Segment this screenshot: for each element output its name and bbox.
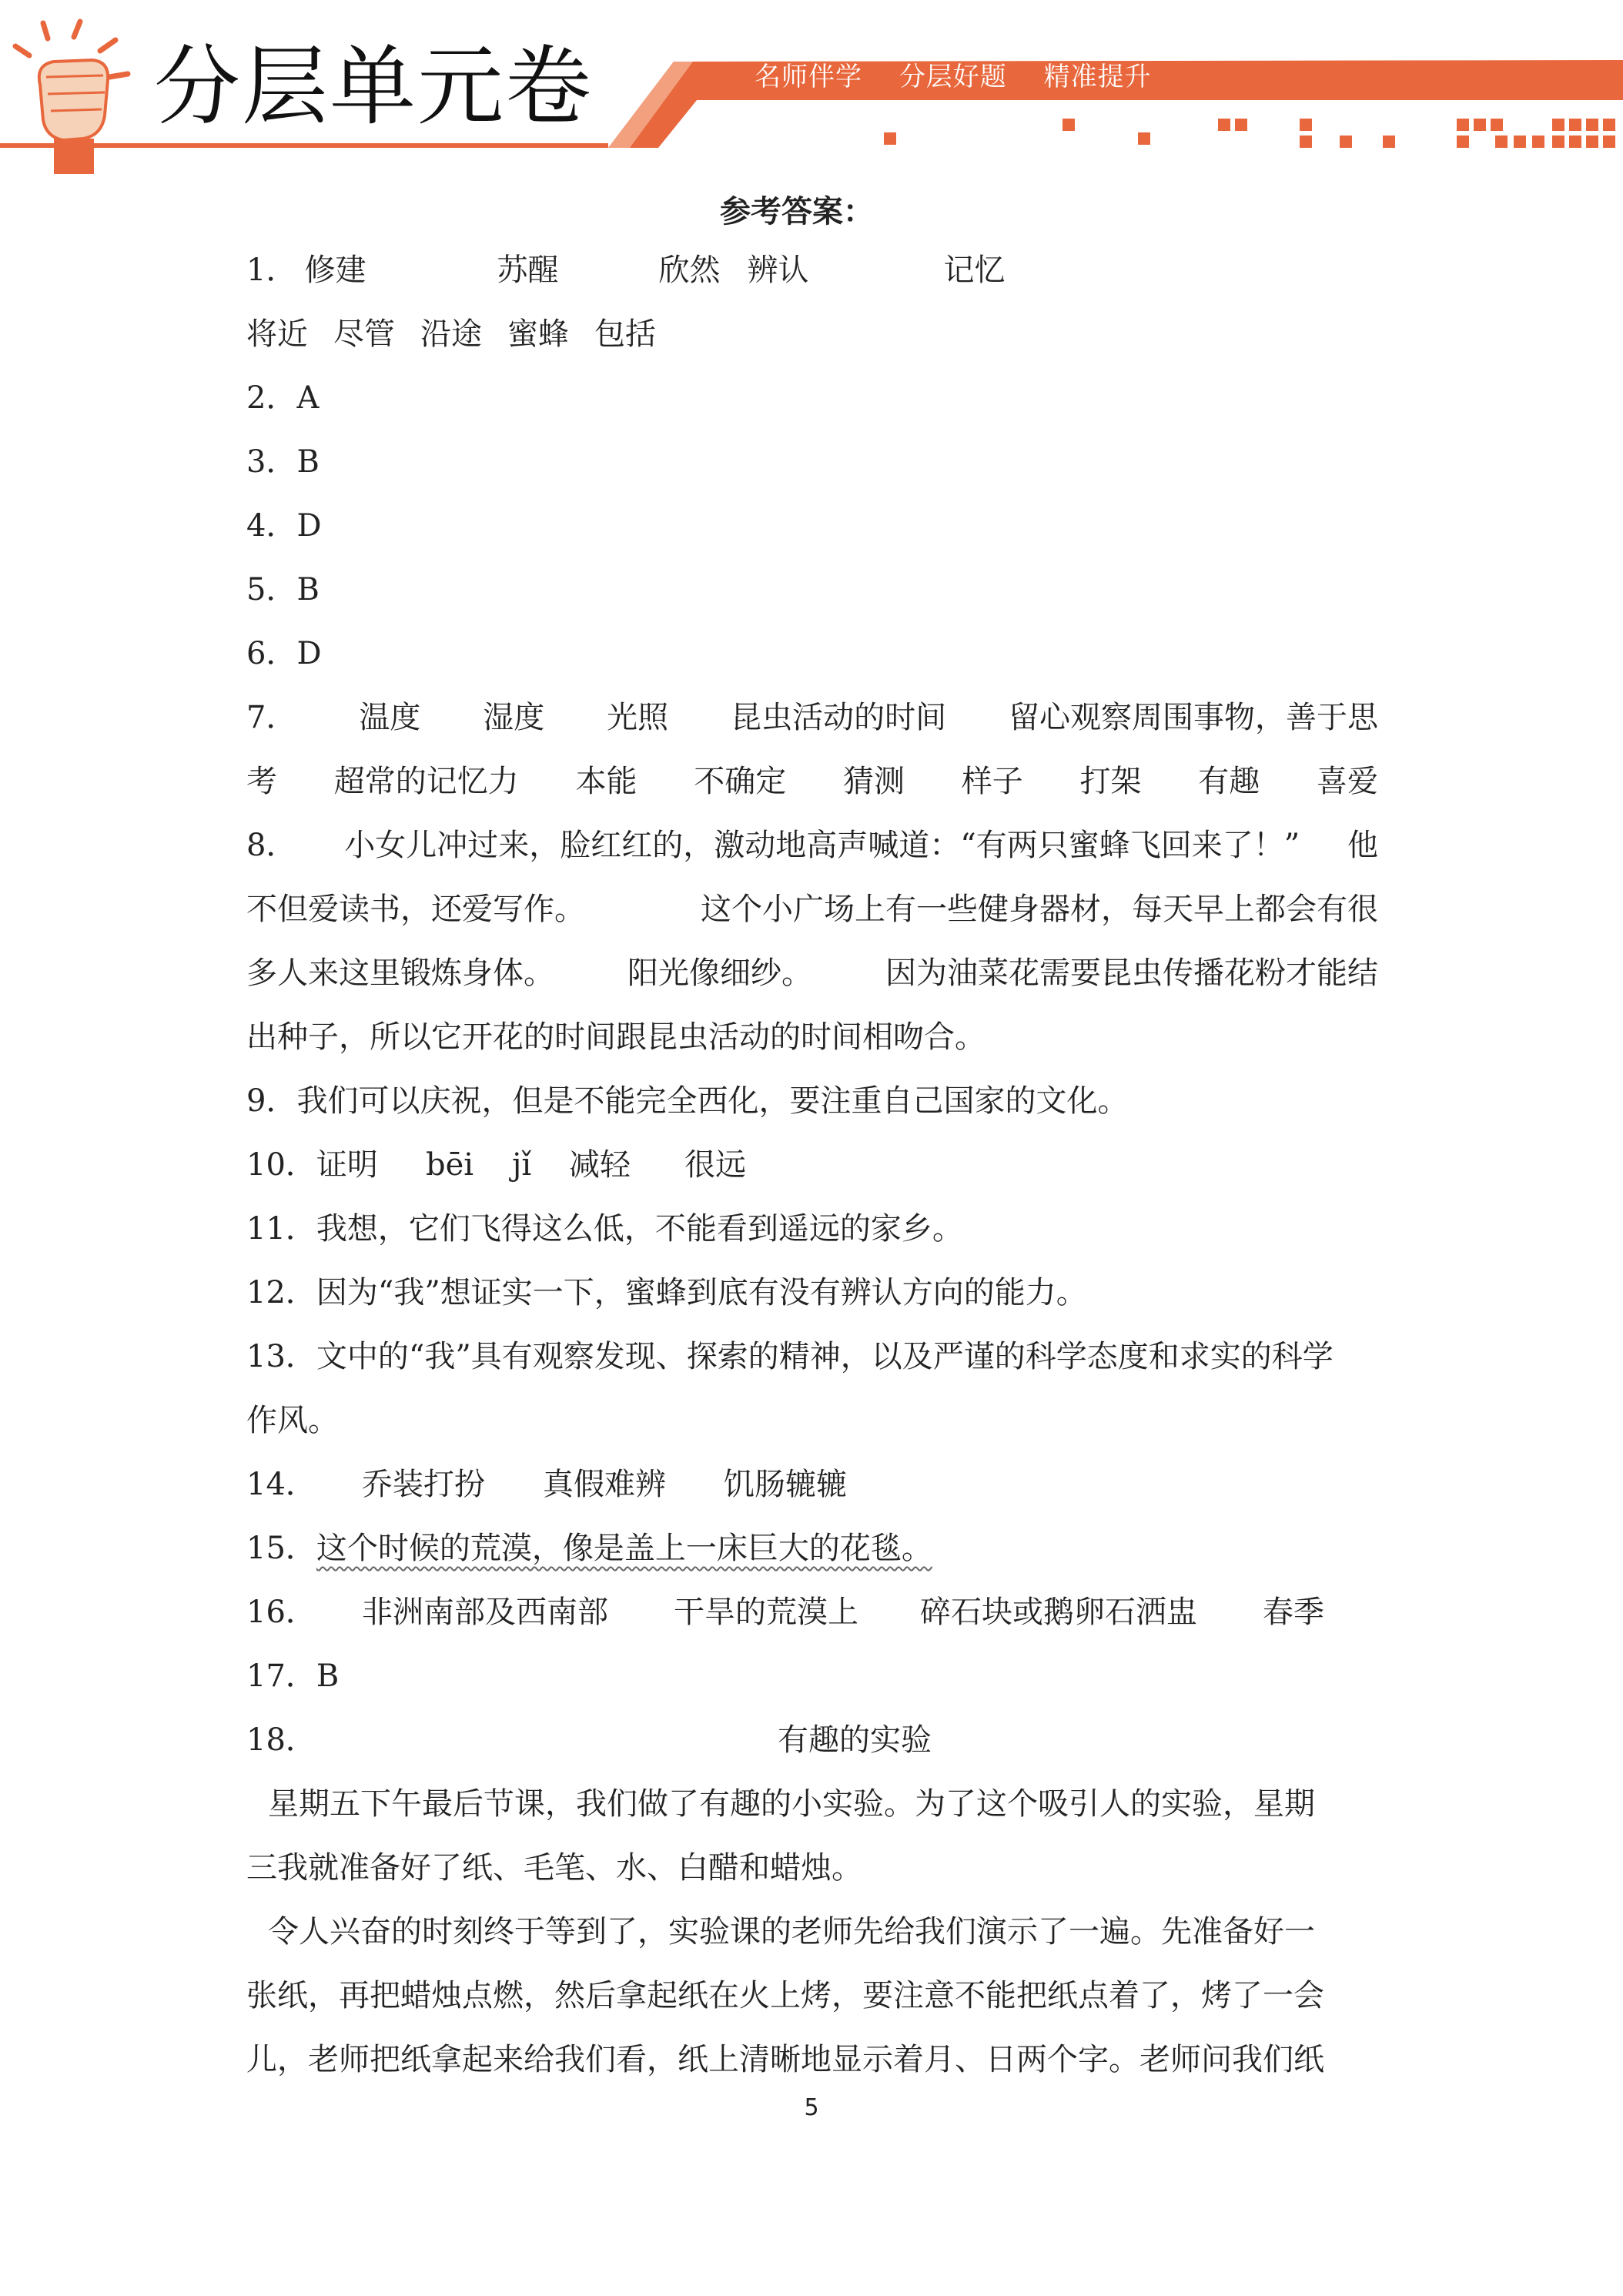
brand-title: 分层单元卷 [154, 37, 593, 137]
answer-word: 考 [246, 764, 277, 799]
answer-number: 15． [246, 1531, 316, 1566]
essay-line: 令人兴奋的时刻终于等到了，实验课的老师先给我们演示了一遍。先准备好一 [268, 1914, 1315, 1950]
answer-sentence: 这个小广场上有一些健身器材，每天早上都会有很 [701, 892, 1378, 927]
answer-line-5: 4．D [246, 508, 322, 544]
answer-word: 真假难辨 [543, 1467, 666, 1502]
answer-number: 7． [246, 700, 297, 735]
answer-line-8 [246, 686, 1378, 750]
underlined-sentence: 这个时候的荒漠，像是盖上一床巨大的花毯。 [316, 1531, 932, 1566]
answer-sentence: 小女儿冲过来，脸红红的，激动地高声喊道：“有两只蜜蜂飞回来了！” [344, 828, 1300, 863]
answer-word: 饥肠辘辘 [724, 1467, 847, 1502]
essay-line: 星期五下午最后节课，我们做了有趣的小实验。为了这个吸引人的实验，星期 [268, 1786, 1315, 1822]
answer-line-21 [246, 1517, 1378, 1581]
answer-line-3: 2．A [246, 380, 320, 416]
answer-word: 10．证明 [246, 1147, 378, 1183]
answer-line-24 [246, 1709, 1378, 1772]
answer-word: 留心观察周围事物，善于思 [1008, 700, 1378, 735]
answer-sentence: 他 [1347, 828, 1378, 863]
answer-word: 苏醒 [497, 253, 559, 288]
answer-number: 16． [246, 1595, 316, 1630]
answer-line-13: 出种子，所以它开花的时间跟昆虫活动的时间相吻合。 [246, 1019, 986, 1055]
answer-word: 碎石块或鹅卵石洒盅 [920, 1595, 1197, 1630]
answer-line-22 [246, 1581, 1378, 1645]
answer-word: 春季 [1263, 1595, 1324, 1630]
answer-number: 8． [246, 828, 297, 863]
answer-line-17: 12．因为“我”想证实一下，蜜蜂到底有没有辨认方向的能力。 [246, 1275, 1087, 1310]
answer-word: 乔装打扮 [362, 1467, 485, 1502]
answer-line-18: 13．文中的“我”具有观察发现、探索的精神，以及严谨的科学态度和求实的科学 [246, 1339, 1334, 1374]
answer-word: 超常的记忆力 [333, 764, 519, 799]
answer-number: 1． [246, 253, 297, 288]
fist-icon [0, 0, 154, 177]
answer-line-15 [246, 1133, 1378, 1197]
essay-line: 儿，老师把纸拿起来给我们看，纸上清晰地显示着月、日两个字。老师问我们纸 [246, 2042, 1324, 2077]
answer-word: 修建 [304, 253, 366, 288]
answer-word: 辨认 [747, 253, 809, 288]
essay-title: 有趣的实验 [778, 1722, 932, 1758]
slogan-item: 分层好题 [899, 62, 1007, 92]
answer-line-10 [246, 814, 1378, 878]
answer-line-20 [246, 1453, 1378, 1517]
answer-line-14: 9．我们可以庆祝，但是不能完全西化，要注重自己国家的文化。 [246, 1083, 1129, 1119]
answer-line-11 [246, 878, 1378, 942]
answer-word: 喜爱 [1317, 764, 1378, 799]
answer-word: 猜测 [843, 764, 905, 799]
answer-line-23: 17．B [246, 1658, 340, 1694]
answer-sentence: 因为油菜花需要昆虫传播花粉才能结 [885, 956, 1378, 991]
answer-word: 尽管 [333, 316, 395, 352]
answer-word: 样子 [961, 764, 1023, 799]
answer-sentence: 不但爱读书，还爱写作。 [246, 892, 585, 927]
answer-line-6: 5．B [246, 572, 320, 607]
answer-word: 本能 [575, 764, 637, 799]
answer-number: 14． [246, 1467, 316, 1502]
answer-line-16: 11．我想，它们飞得这么低，不能看到遥远的家乡。 [246, 1211, 963, 1247]
answer-word: 包括 [594, 316, 656, 352]
essay-line: 三我就准备好了纸、毛笔、水、白醋和蜡烛。 [246, 1850, 862, 1886]
answer-number: 18． [246, 1722, 316, 1758]
essay-line: 张纸，再把蜡烛点燃，然后拿起纸在火上烤，要注意不能把纸点着了，烤了一会 [246, 1978, 1324, 2013]
answer-line-9 [246, 750, 1378, 814]
answer-sentence: 阳光像细纱。 [627, 956, 812, 991]
answer-word: 打架 [1079, 764, 1142, 799]
answer-line-4: 3．B [246, 444, 320, 480]
answer-word: 减轻 [569, 1147, 631, 1183]
pinyin: bēi [426, 1147, 474, 1183]
answer-content [246, 185, 1378, 2092]
answer-word: 干旱的荒漠上 [674, 1595, 858, 1630]
slogan-item: 名师伴学 [755, 62, 862, 92]
answer-word: 非洲南部及西南部 [362, 1595, 608, 1630]
answer-line-1 [246, 239, 1378, 303]
answer-sentence: 多人来这里锻炼身体。 [246, 956, 554, 991]
page-number: 5 [804, 2094, 819, 2121]
answer-word: 不确定 [694, 764, 787, 799]
slogan-item: 精准提升 [1043, 62, 1152, 92]
answer-word: 沿途 [420, 316, 482, 352]
answer-line-7: 6．D [246, 636, 322, 671]
answer-line-2 [246, 303, 1378, 366]
header-slogans [755, 55, 1180, 93]
answer-word: 湿度 [483, 700, 545, 735]
page-header [0, 0, 1623, 177]
answer-word: 记忆 [943, 253, 1006, 288]
answer-word: 有趣 [1198, 764, 1260, 799]
answer-line-19: 作风。 [246, 1403, 339, 1438]
answer-word: 欣然 [658, 253, 721, 288]
answer-word: 很远 [684, 1147, 746, 1183]
answer-word: 蜜蜂 [507, 316, 569, 352]
answer-word: 将近 [246, 316, 308, 352]
answer-word: 昆虫活动的时间 [731, 700, 947, 735]
answer-word: 温度 [359, 700, 421, 735]
answers-title: 参考答案： [720, 193, 874, 229]
pinyin: jǐ [512, 1147, 532, 1183]
answer-line-12 [246, 942, 1378, 1006]
answer-word: 光照 [607, 700, 669, 735]
